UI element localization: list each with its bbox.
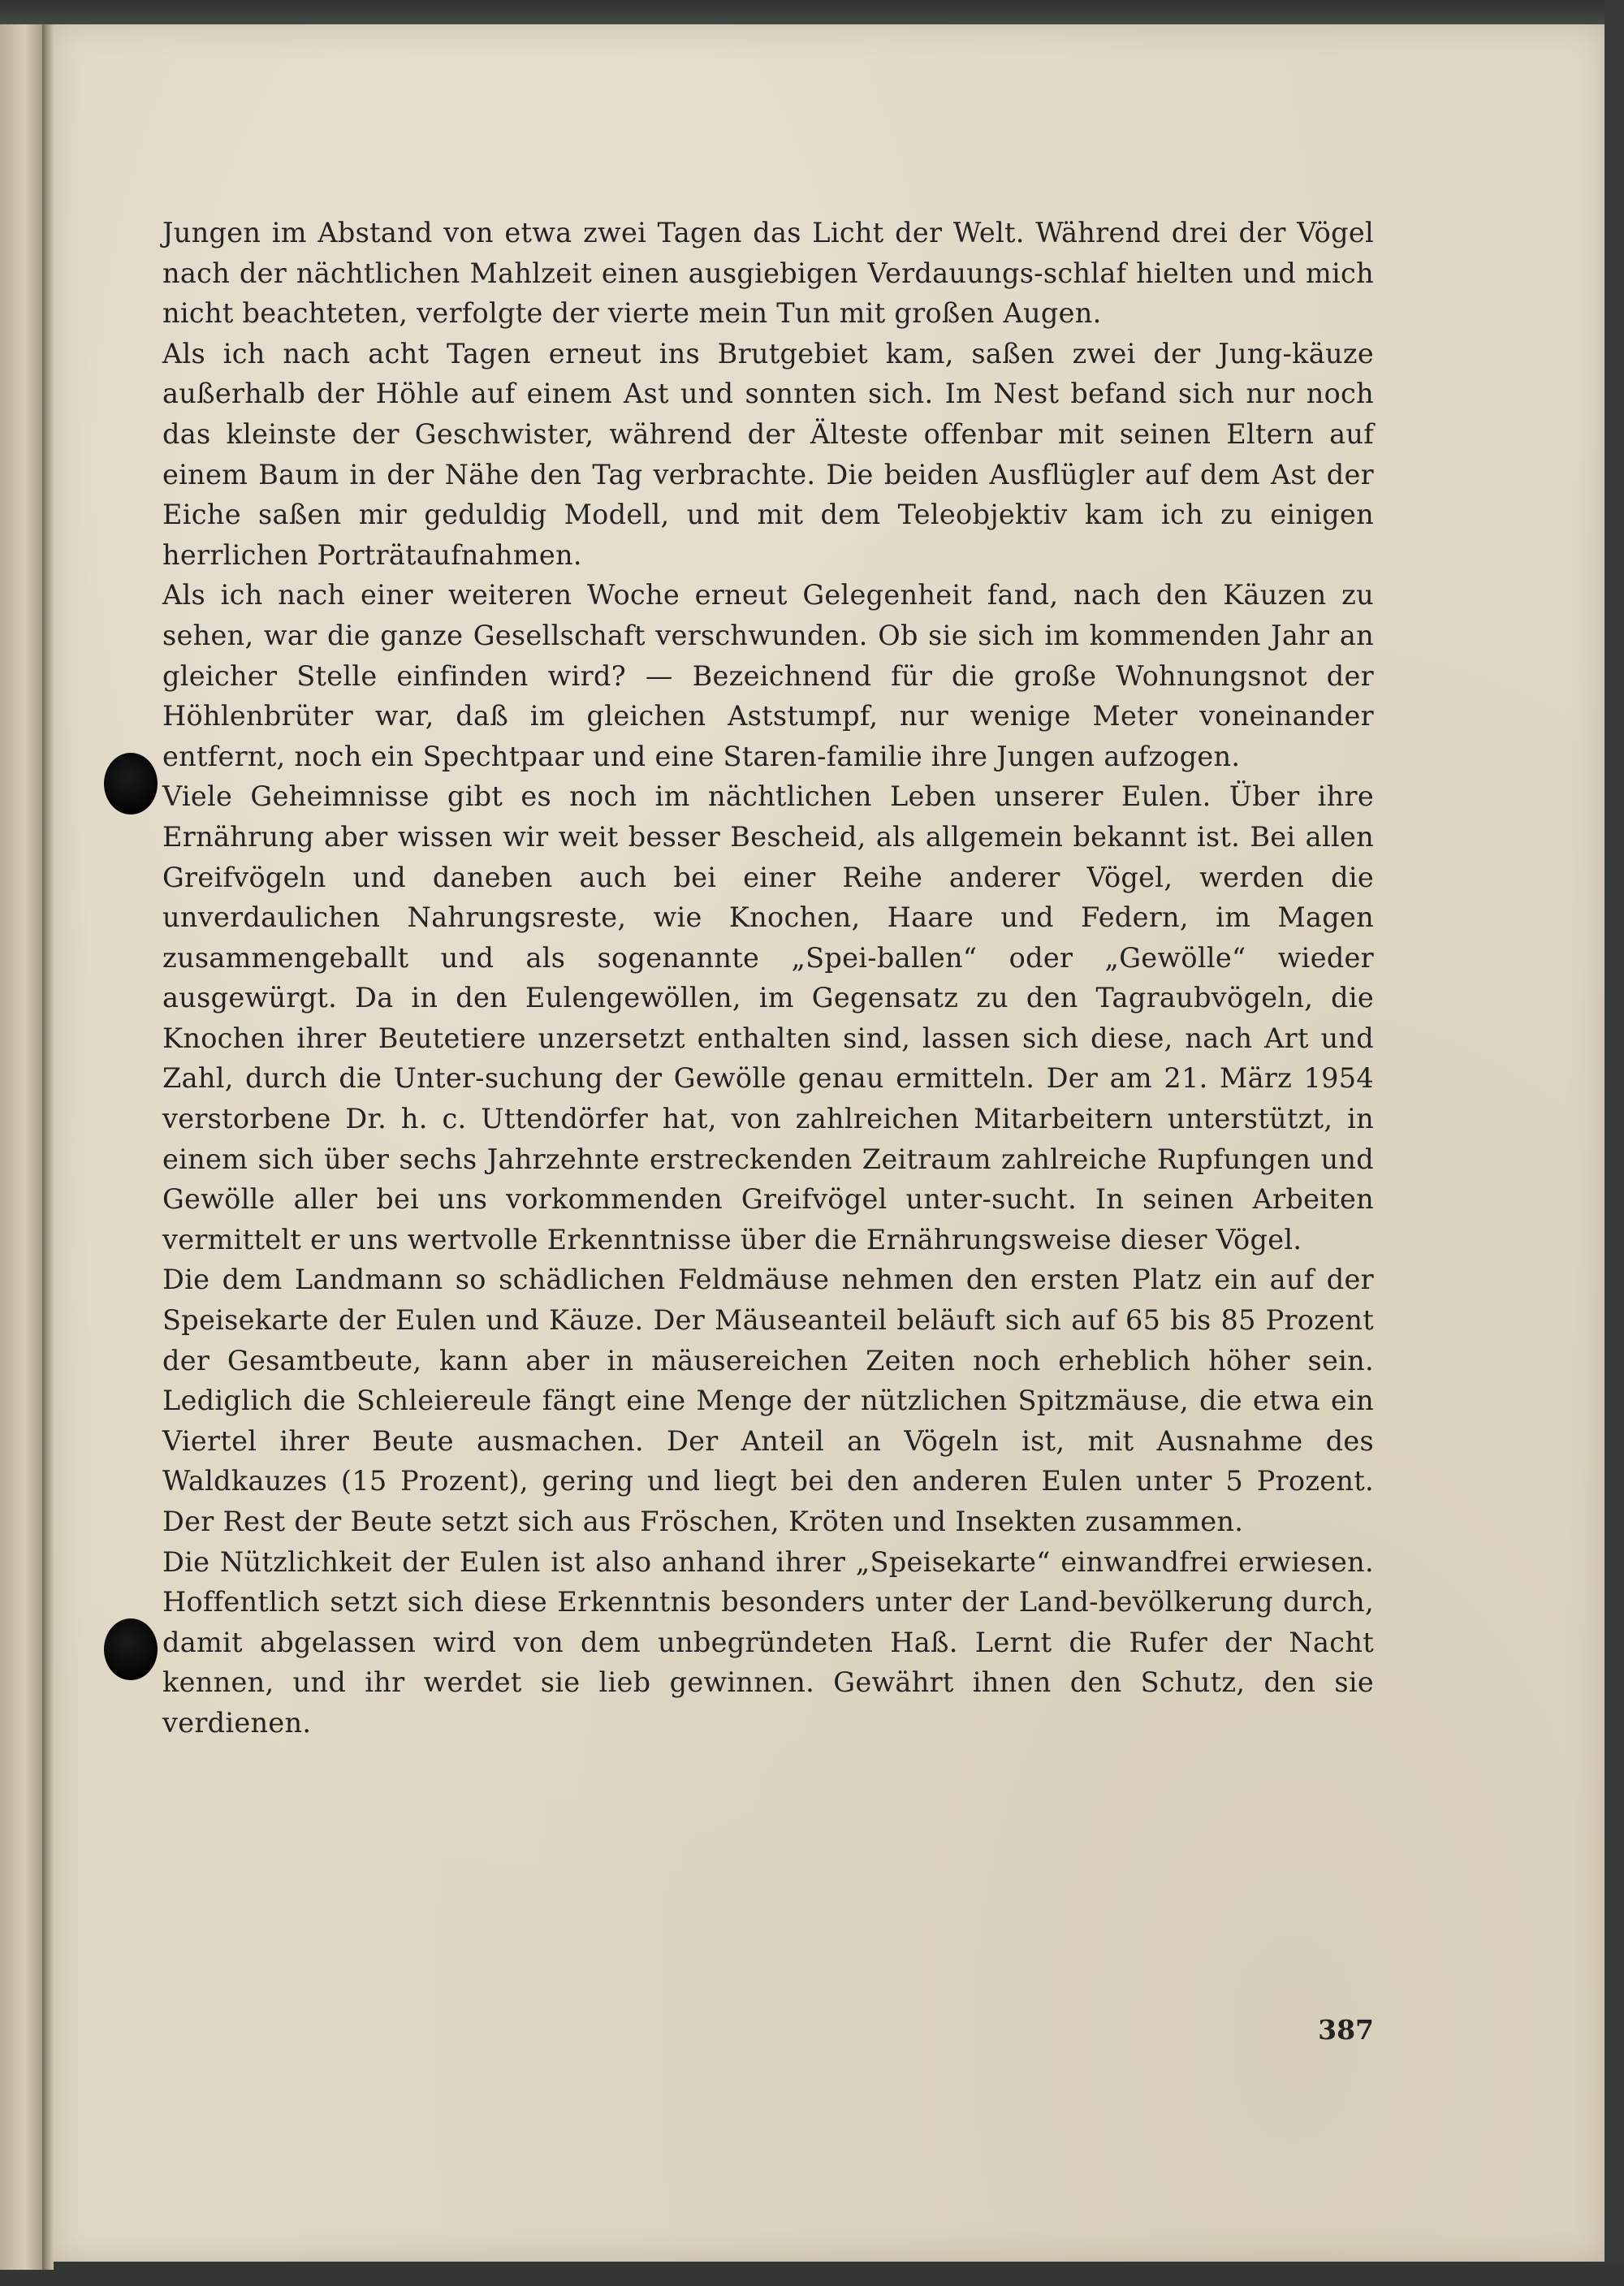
page-number: 387 [1318, 2014, 1374, 2046]
body-text [162, 213, 1374, 1744]
paragraph: Als ich nach einer weiteren Woche erneut Gelegenheit fand, nach den Käuzen zu sehen, war die ganze Gesellschaft verschwunden. Ob sie sich im kommenden Jahr an gleicher Stelle einfinden wird? — Bezeichnend für die große Wohnungsnot der Höhlenbrüter war, daß im gleichen Aststumpf, nur wenige Meter voneinander entfernt, noch ein Spechtpaar und eine Staren-familie ihre Jungen aufzogen. [162, 579, 1374, 772]
punch-hole-icon [104, 1618, 158, 1680]
paragraph: Als ich nach acht Tagen erneut ins Brutgebiet kam, saßen zwei der Jung-käuze außerhalb der Höhle auf einem Ast und sonnten sich. Im Nest befand sich nur noch das kleinste der Geschwister, während der Älteste offenbar mit seinen Eltern auf einem Baum in der Nähe den Tag verbrachte. Die beiden Ausflügler auf dem Ast der Eiche saßen mir geduldig Modell, und mit dem Teleobjektiv kam ich zu einigen herrlichen Porträtaufnahmen. [162, 337, 1374, 571]
paragraph: Die dem Landmann so schädlichen Feldmäuse nehmen den ersten Platz ein auf der Speisekarte der Eulen und Käuze. Der Mäuseanteil beläuft sich auf 65 bis 85 Prozent der Gesamtbeute, kann aber in mäusereichen Zeiten noch erheblich höher sein. Lediglich die Schleiereule fängt eine Menge der nützlichen Spitzmäuse, die etwa ein Viertel ihrer Beute ausmachen. Der Anteil an Vögeln ist, mit Ausnahme des Waldkauzes (15 Prozent), gering und liegt bei den anderen Eulen unter 5 Prozent. Der Rest der Beute setzt sich aus Fröschen, Kröten und Insekten zusammen. [162, 1264, 1374, 1537]
punch-hole-icon [104, 753, 158, 815]
paragraph: Viele Geheimnisse gibt es noch im nächtlichen Leben unserer Eulen. Über ihre Ernährung aber wissen wir weit besser Bescheid, als allgemein bekannt ist. Bei allen Greifvögeln und daneben auch bei einer Reihe anderer Vögel, werden die unverdaulichen Nahrungsreste, wie Knochen, Haare und Federn, im Magen zusammengeballt und als sogenannte „Spei-ballen“ oder „Gewölle“ wieder ausgewürgt. Da in den Eulengewöllen, im Gegensatz zu den Tagraubvögeln, die Knochen ihrer Beutetiere unzersetzt enthalten sind, lassen sich diese, nach Art und Zahl, durch die Unter-suchung der Gewölle genau ermitteln. Der am 21. März 1954 verstorbene Dr. h. c. Uttendörfer hat, von zahlreichen Mitarbeitern unterstützt, in einem sich über sechs Jahrzehnte erstreckenden Zeitraum zahlreiche Rupfungen und Gewölle aller bei uns vorkommenden Greifvögel unter-sucht. In seinen Arbeiten vermittelt er uns wertvolle Erkenntnisse über die Ernährungsweise dieser Vögel. [162, 780, 1374, 1255]
scan-border-bottom [0, 2262, 1624, 2286]
scan-border-right [1605, 0, 1624, 2286]
facing-page-edge [0, 24, 42, 2270]
paragraph: Jungen im Abstand von etwa zwei Tagen das Licht der Welt. Während drei der Vögel nach der nächtlichen Mahlzeit einen ausgiebigen Verdauungs-schlaf hielten und mich nicht beachteten, verfolgte der vierte mein Tun mit großen Augen. [162, 217, 1374, 330]
book-gutter [42, 24, 54, 2270]
paragraph: Die Nützlichkeit der Eulen ist also anhand ihrer „Speisekarte“ einwandfrei erwiesen. Hoffentlich setzt sich diese Erkenntnis besonders unter der Land-bevölkerung durch, damit abgelassen wird von dem unbegründeten Haß. Lernt die Rufer der Nacht kennen, und ihr werdet sie lieb gewinnen. Gewährt ihnen den Schutz, den sie verdienen. [162, 1545, 1374, 1739]
